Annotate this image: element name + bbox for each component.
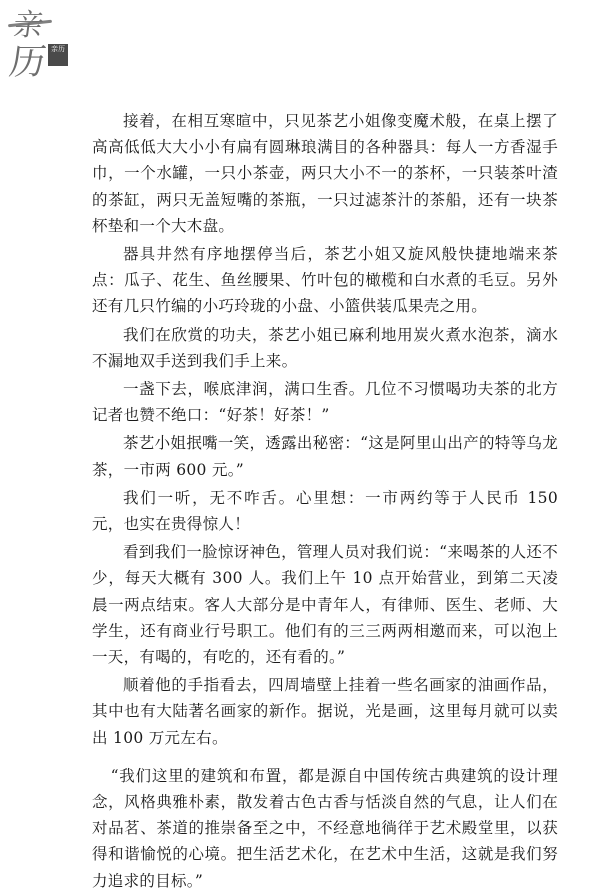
- paragraph: 器具井然有序地摆停当后，茶艺小姐又旋风般快捷地端来茶点：瓜子、花生、鱼丝腰果、竹叶包的橄榄和白水煮的毛豆。另外还有几只竹编的小巧玲珑的小盘、小篮供装瓜果壳之用。: [92, 245, 558, 316]
- paragraph: 看到我们一脸惊讶神色，管理人员对我们说：“来喝茶的人还不少，每天大概有 300 人。我们上午 10 点开始营业，到第二天凌晨一两点结束。客人大部分是中青年人，有律师、医生、老师、大学生，还有商业行号职工。他们有的三三两两相邀而来，可以泡上一天，有喝的，有吃的，还有看的。”: [92, 543, 558, 667]
- logo-char-qin: 亲: [11, 8, 46, 43]
- section-logo: [8, 4, 72, 82]
- article-body: [92, 108, 558, 894]
- paragraph: 茶艺小姐抿嘴一笑，透露出秘密：“这是阿里山出产的特等乌龙茶，一市两 600 元。”: [92, 434, 558, 479]
- logo-seal-stamp: 亲历: [48, 44, 68, 66]
- paragraph: 我们一听，无不咋舌。心里想：一市两约等于人民币 150 元，也实在贵得惊人！: [92, 488, 558, 534]
- logo-char-li: 历: [6, 42, 49, 83]
- paragraph: 接着，在相互寒暄中，只见茶艺小姐像变魔术般，在桌上摆了高高低低大大小小有扁有圆琳琅满目的各种器具：每人一方香湿手巾，一个水罐，一只小茶壶，两只大小不一的茶杯，一只装茶叶渣的茶缸，两只无盖短嘴的茶瓶，一只过滤茶汁的茶船，还有一块茶杯垫和一个大木盘。: [92, 112, 558, 235]
- paragraph: 一盏下去，喉底津润，满口生香。几位不习惯喝功夫茶的北方记者也赞不绝口：“好茶！好茶！”: [92, 380, 558, 425]
- paragraph: 顺着他的手指看去，四周墙壁上挂着一些名画家的油画作品，其中也有大陆著名画家的新作。据说，光是画，这里每月就可以卖出 100 万元左右。: [92, 676, 558, 747]
- paragraph-quote: “我们这里的建筑和布置，都是源自中国传统古典建筑的设计理念，风格典雅朴素，散发着古色古香与恬淡自然的气息，让人们在对品茗、茶道的推崇备至之中，不经意地徜徉于艺术殿堂里，以获得和谐愉悦的心境。把生活艺术化，在艺术中生活，这就是我们努力追求的目标。”: [92, 766, 558, 890]
- paragraph: 我们在欣赏的功夫，茶艺小姐已麻利地用炭火煮水泡茶，滴水不漏地双手送到我们手上来。: [92, 325, 558, 370]
